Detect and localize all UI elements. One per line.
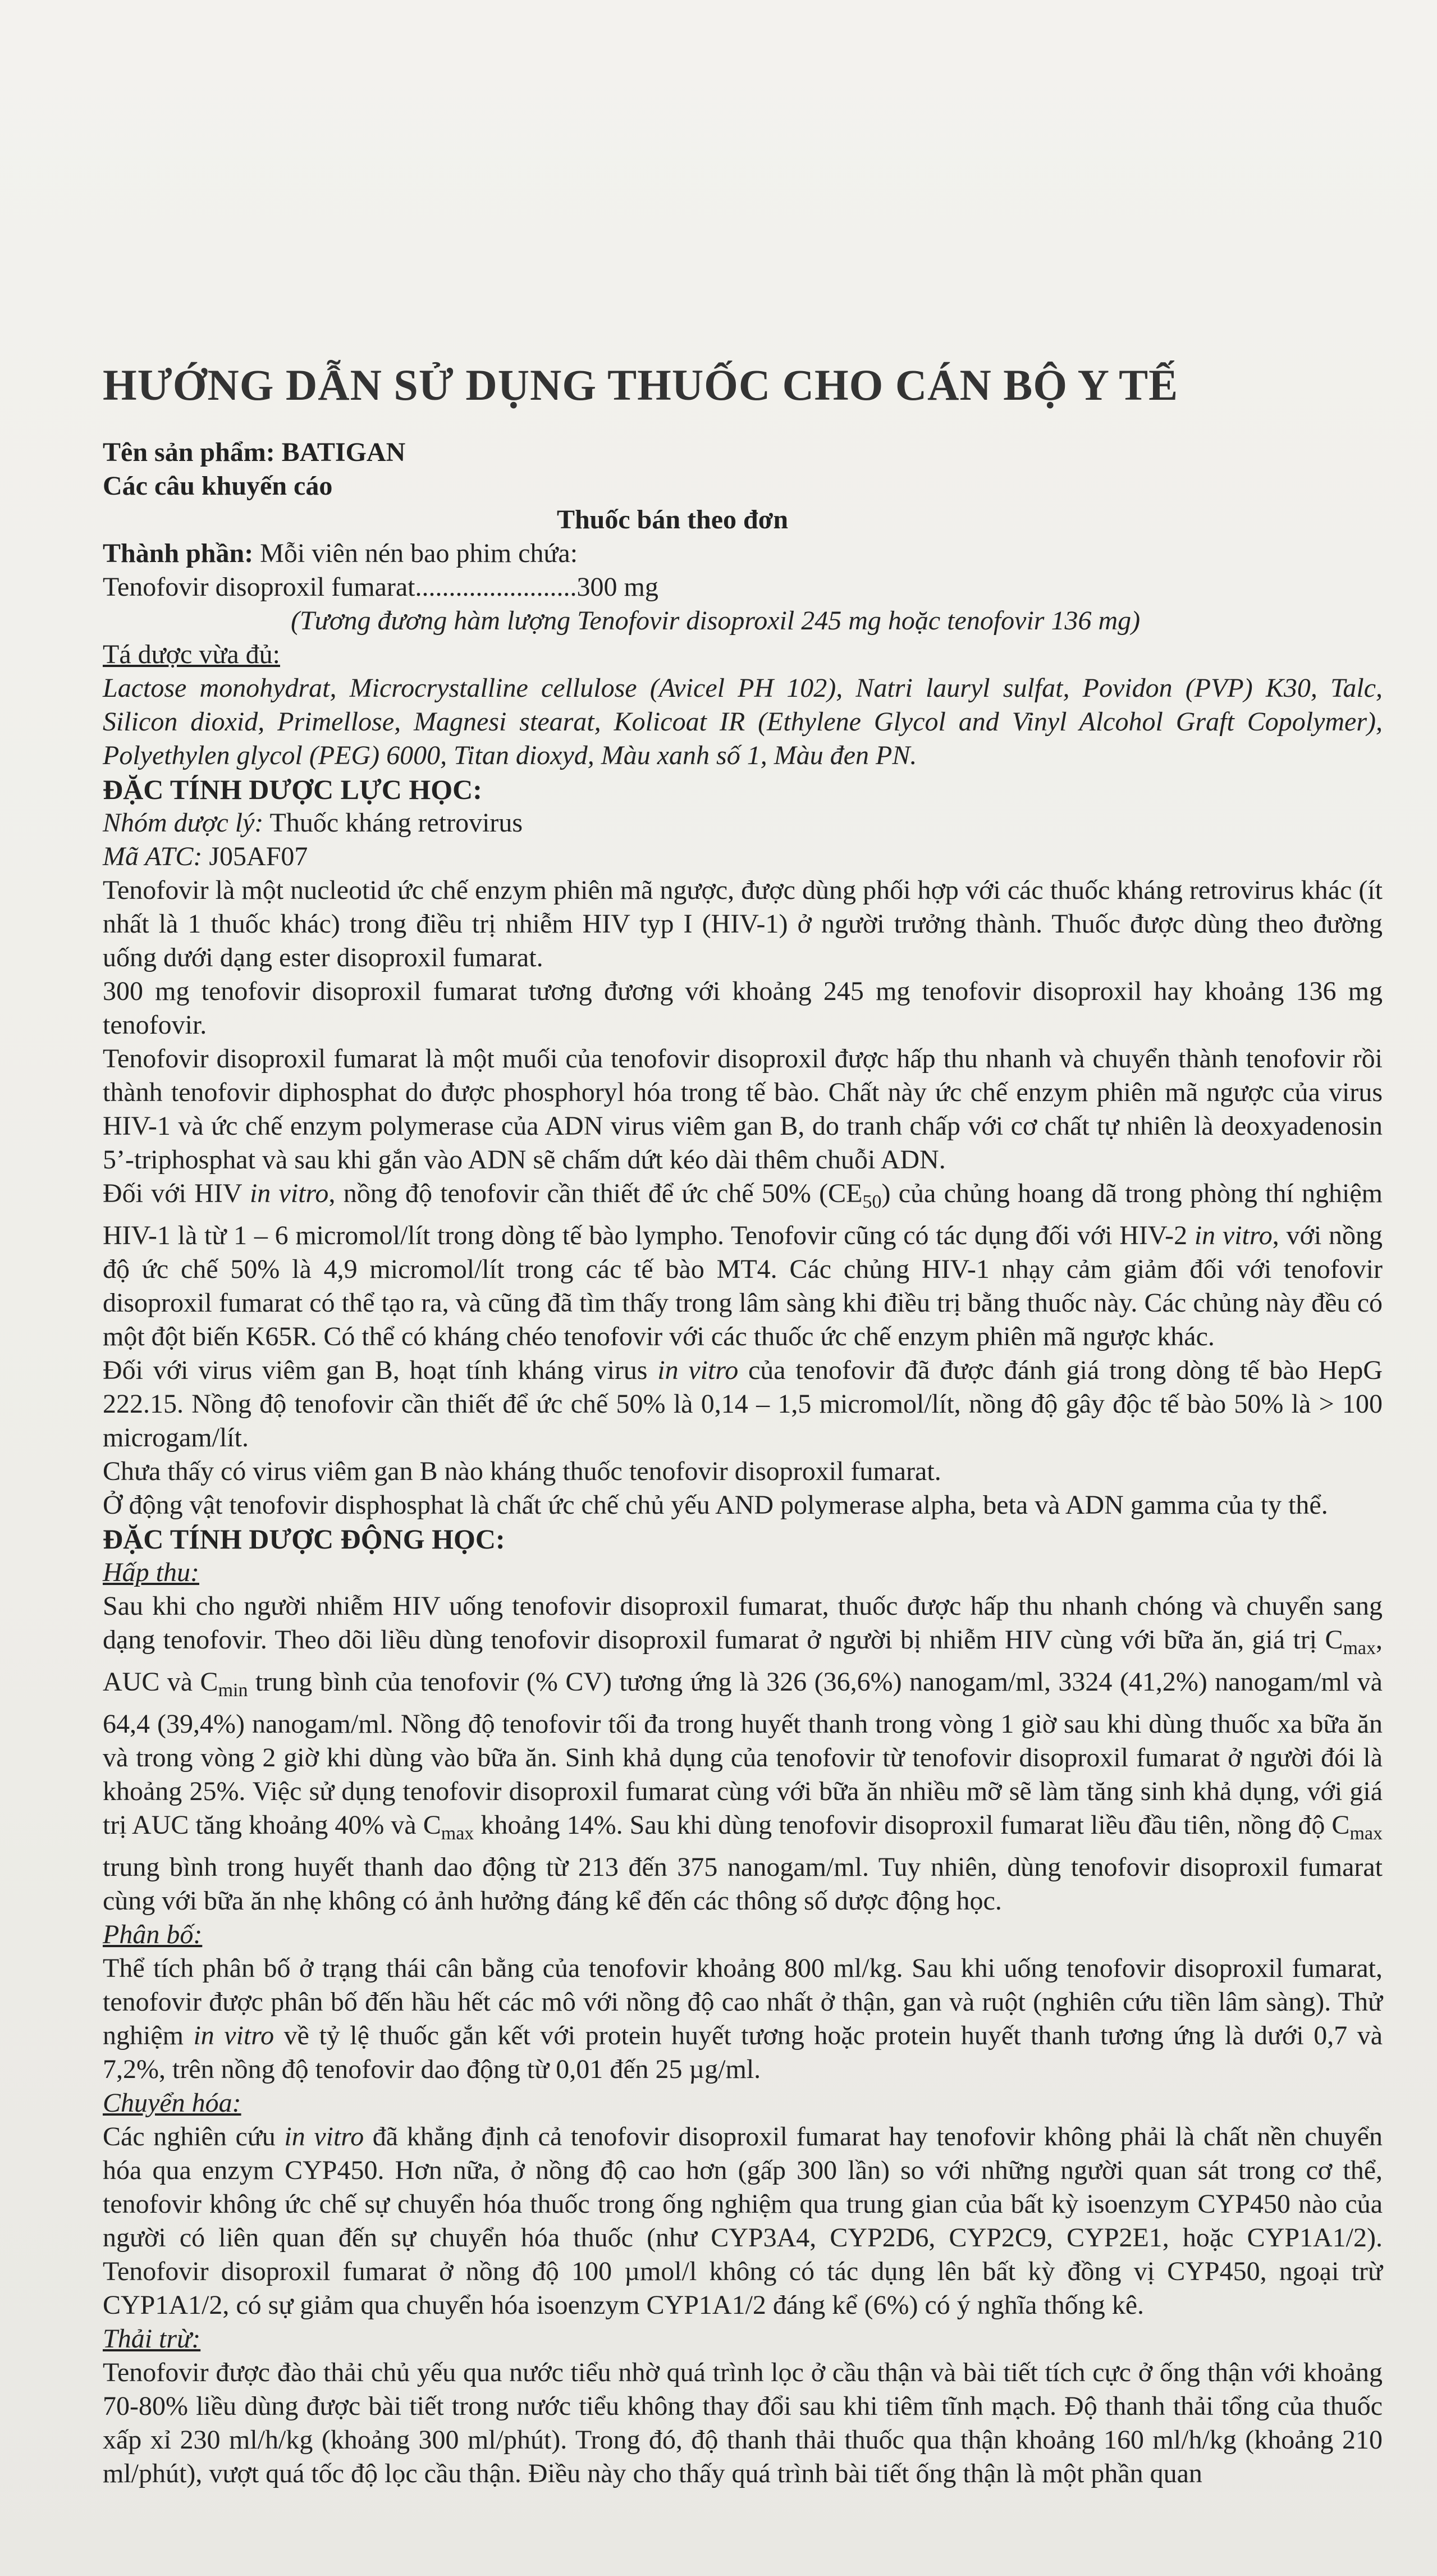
text-run: của tenofovir đã được đánh giá trong dòng tế bào HepG 222.15. Nồng độ tenofovir cần thiết để ức chế 50% là 0,14 – 1,5 micromol/lít, nồng độ gây độc tế bào 50% là > 100 microgam/lít. (103, 1355, 1383, 1453)
subscript: max (441, 1823, 474, 1844)
metabolism-label: Chuyển hóa: (103, 2088, 241, 2118)
composition-label: Thành phần: (103, 538, 254, 568)
elimination-label: Thải trừ: (103, 2324, 201, 2354)
product-line (103, 436, 1383, 469)
distribution-label: Phân bố: (103, 1920, 203, 1949)
composition-intro: Mỗi viên nén bao phim chứa: (260, 538, 578, 568)
subscript: min (218, 1680, 248, 1701)
equivalent-note: (Tương đương hàm lượng Tenofovir disoproxil 245 mg hoặc tenofovir 136 mg) (291, 606, 1141, 636)
text-run: Đối với virus viêm gan B, hoạt tính kháng virus (103, 1355, 658, 1385)
document-title: HƯỚNG DẪN SỬ DỤNG THUỐC CHO CÁN BỘ Y TẾ (103, 360, 1179, 409)
pd-paragraph-6: Chưa thấy có virus viêm gan B nào kháng thuốc tenofovir disoproxil fumarat. (103, 1456, 941, 1486)
excipients-label: Tá dược vừa đủ: (103, 640, 280, 669)
atc-label: Mã ATC: (103, 842, 203, 871)
excipients-list: Lactose monohydrat, Microcrystalline cellulose (Avicel PH 102), Natri lauryl sulfat, Povidon (PVP) K30, Talc, Silicon dioxid, Primellose, Magnesi stearat, Kolicoat IR (Ethylene Glycol and Vinyl Alcohol Graft Copolymer), Polyethylen glycol (PEG) 6000, Titan dioxyd, Màu xanh số 1, Màu đen PN. (103, 673, 1383, 770)
subscript: 50 (862, 1191, 882, 1212)
text-run: trung bình trong huyết thanh dao động từ 213 đến 375 nanogam/ml. Tuy nhiên, dùng tenofovir disoproxil fumarat cùng với bữa ăn nhẹ không có ảnh hưởng đáng kể đến các thông số dược động học. (103, 1852, 1383, 1916)
metabolism-text (103, 2120, 1383, 2322)
warnings-label: Các câu khuyến cáo (103, 471, 333, 501)
rx-notice: Thuốc bán theo đơn (556, 505, 789, 535)
pharmacokinetics-heading: ĐẶC TÍNH DƯỢC ĐỘNG HỌC: (103, 1523, 505, 1555)
text-run: trung bình của tenofovir (% CV) tương ứng là 326 (36,6%) nanogam/ml, 3324 (41,2%) nanogam/ml và 64,4 (39,4%) nanogam/ml. Nồng độ tenofovir tối đa trong huyết thanh trong vòng 1 giờ sau khi dùng thuốc xa bữa ăn và trong vòng 2 giờ khi dùng vào bữa ăn. Sinh khả dụng của tenofovir từ tenofovir disoproxil fumarat ở người đói là khoảng 25%. Việc sử dụng tenofovir disoproxil fumarat cùng với bữa ăn nhiều mỡ sẽ làm tăng sinh khả dụng, với giá trị AUC tăng khoảng 40% và C (103, 1667, 1383, 1840)
pharmacodynamics-heading: ĐẶC TÍNH DƯỢC LỰC HỌC: (103, 774, 482, 805)
subscript: max (1349, 1823, 1383, 1844)
text-run: , nồng độ tenofovir cần thiết để ức chế 50% (CE (328, 1179, 863, 1208)
text-run: ) của chủng hoang dã trong phòng thí nghiệm HIV-1 là từ 1 – 6 micromol/lít trong dòng tế bào lympho. Tenofovir cũng có tác dụng đối với HIV-2 (103, 1179, 1383, 1250)
text-run: Các nghiên cứu (103, 2122, 285, 2152)
text-run: Sau khi cho người nhiễm HIV uống tenofovir disoproxil fumarat, thuốc được hấp thu nhanh chóng và chuyển sang dạng tenofovir. Theo dõi liều dùng tenofovir disoproxil fumarat ở người bị nhiễm HIV cùng với bữa ăn, giá trị C (103, 1591, 1383, 1655)
pd-paragraph-7: Ở động vật tenofovir disphosphat là chất ức chế chủ yếu AND polymerase alpha, beta và ADN gamma của ty thể. (103, 1490, 1328, 1520)
atc-code (103, 840, 1383, 874)
document-body (103, 357, 1383, 2491)
text-run: in vitro (193, 2021, 274, 2050)
text-run: đã khẳng định cả tenofovir disoproxil fumarat hay tenofovir không phải là chất nền chuyển hóa qua enzym CYP450. Hơn nữa, ở nồng độ cao hơn (gấp 300 lần) so với những người quan sát trong cơ thể, tenofovir không ức chế sự chuyển hóa thuốc trong ống nghiệm qua trung gian của bất kỳ isoenzym CYP450 nào của người có liên quan đến sự chuyển hóa thuốc (như CYP3A4, CYP2D6, CYP2C9, CYP2E1, hoặc CYP1A1/2). Tenofovir disoproxil fumarat ở nồng độ 100 µmol/l không có tác dụng lên bất kỳ đồng vị CYP450, ngoại trừ CYP1A1/2, có sự giảm qua chuyển hóa isoenzym CYP1A1/2 đáng kể (6%) có ý nghĩa thống kê. (103, 2122, 1383, 2320)
text-run: in vitro (657, 1355, 739, 1385)
group-value: Thuốc kháng retrovirus (269, 808, 523, 838)
absorption-label: Hấp thu: (103, 1558, 199, 1587)
pd-paragraph-1: Tenofovir là một nucleotid ức chế enzym phiên mã ngược, được dùng phối hợp với các thuốc kháng retrovirus khác (ít nhất là 1 thuốc khác) trong điều trị nhiễm HIV typ I (HIV-1) ở người trưởng thành. Thuốc được dùng theo đường uống dưới dạng ester disoproxil fumarat. (103, 875, 1383, 972)
product-name: BATIGAN (281, 437, 406, 467)
active-ingredient: Tenofovir disoproxil fumarat........................300 mg (103, 572, 658, 602)
pharmacologic-group (103, 806, 1383, 840)
absorption-text (103, 1590, 1383, 1918)
text-run: Thể tích phân bố ở trạng thái cân bằng của tenofovir khoảng 800 ml/kg. Sau khi uống tenofovir disoproxil fumarat, tenofovir được phân bố đến hầu hết các mô với nồng độ cao nhất ở thận, gan và ruột (nghiên cứu tiền lâm sàng). Thử nghiệm (103, 1953, 1383, 2050)
text-run: , với nồng độ ức chế 50% là 4,9 micromol/lít trong các tế bào MT4. Các chủng HIV-1 nhạy cảm giảm đối với tenofovir disoproxil fumarat có thể tạo ra, và cũng đã tìm thấy trong lâm sàng khi điều trị bằng thuốc này. Các chủng này đều có một đột biến K65R. Có thể có kháng chéo tenofovir với các thuốc ức chế enzym phiên mã ngược khác. (103, 1221, 1383, 1351)
text-run: in vitro (284, 2122, 364, 2152)
text-run: in vitro (249, 1179, 329, 1208)
pd-paragraph-2: 300 mg tenofovir disoproxil fumarat tương đương với khoảng 245 mg tenofovir disoproxil hay khoảng 136 mg tenofovir. (103, 976, 1383, 1040)
text-run: Đối với HIV (103, 1179, 250, 1208)
text-run: về tỷ lệ thuốc gắn kết với protein huyết tương hoặc protein huyết thanh tương ứng là dưới 0,7 và 7,2%, trên nồng độ tenofovir dao động từ 0,01 đến 25 µg/ml. (103, 2021, 1383, 2084)
distribution-text (103, 1952, 1383, 2086)
group-label: Nhóm dược lý: (103, 808, 264, 838)
text-run: , AUC và C (103, 1625, 1383, 1697)
pd-paragraph-3: Tenofovir disoproxil fumarat là một muối của tenofovir disoproxil được hấp thu nhanh và chuyển thành tenofovir rồi thành tenofovir diphosphat do được phosphoryl hóa trong tế bào. Chất này ức chế enzym phiên mã ngược của virus HIV-1 và ức chế enzym polymerase của ADN virus viêm gan B, do tranh chấp với cơ chất tự nhiên là deoxyadenosin 5’-triphosphat và sau khi gắn vào ADN sẽ chấm dứt kéo dài thêm chuỗi ADN. (103, 1044, 1383, 1175)
composition-line (103, 537, 1383, 570)
pd-paragraph-5 (103, 1354, 1383, 1455)
product-label: Tên sản phẩm: (103, 437, 275, 467)
atc-value: J05AF07 (209, 842, 308, 871)
subscript: max (1343, 1638, 1376, 1659)
elimination-text: Tenofovir được đào thải chủ yếu qua nước tiểu nhờ quá trình lọc ở cầu thận và bài tiết tích cực ở ống thận với khoảng 70-80% liều dùng được bài tiết trong nước tiểu không thay đổi sau khi tiêm tĩnh mạch. Độ thanh thải tổng của thuốc xấp xỉ 230 ml/h/kg (khoảng 300 ml/phút). Trong đó, độ thanh thải thuốc qua thận khoảng 160 ml/h/kg (khoảng 210 ml/phút), vượt quá tốc độ lọc cầu thận. Điều này cho thấy quá trình bài tiết ống thận là một phần quan (103, 2358, 1383, 2488)
text-run: khoảng 14%. Sau khi dùng tenofovir disoproxil fumarat liều đầu tiên, nồng độ C (474, 1810, 1350, 1840)
text-run: in vitro (1194, 1221, 1273, 1250)
pd-paragraph-4 (103, 1177, 1383, 1354)
